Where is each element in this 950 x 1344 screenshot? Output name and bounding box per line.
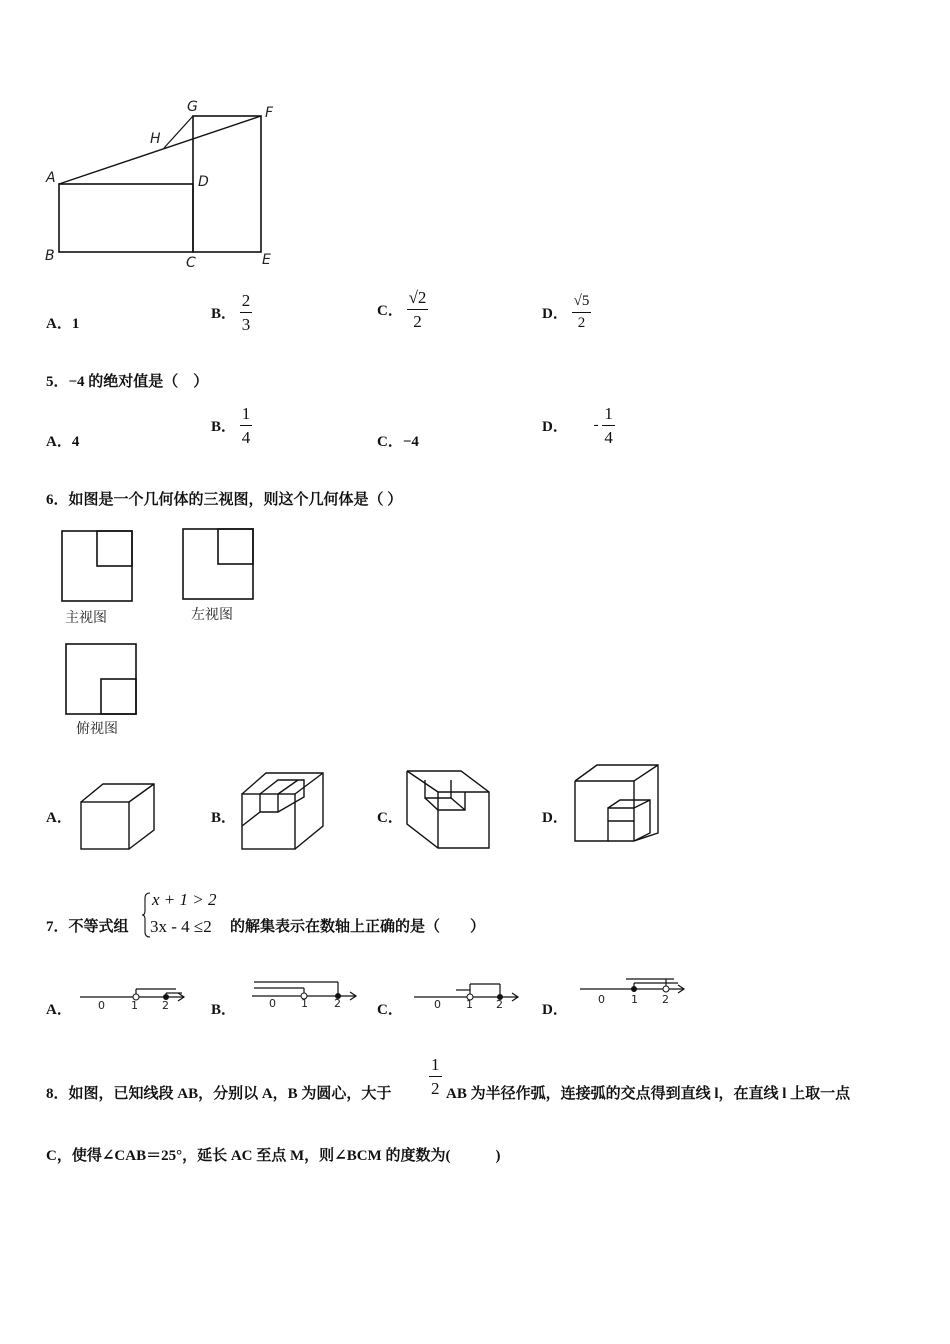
geometry-figure [40,95,290,275]
q4-option-c[interactable]: C． $\frac{√2}{2}$ [377,288,427,331]
q6-option-d[interactable]: D． [542,810,568,826]
front-view-figure [60,530,136,604]
axis-a-tick-0: 0 [98,999,105,1012]
axis-c-tick-1: 1 [466,998,473,1011]
q5-option-d[interactable]: D． - $\frac{1}{4}$ [542,404,613,447]
q8-line-2: C，使得∠CAB＝25°，延长 AC 至点 M，则∠BCM 的度数为( ) [46,1148,501,1164]
left-view-label: 左视图 [191,607,233,623]
q5-option-c[interactable]: C．−4 [377,434,419,450]
q7-prefix: 7．不等式组 [46,919,129,935]
point-label-f: F [265,105,274,121]
option-c-solid[interactable] [403,768,495,852]
q5-option-b[interactable]: B． $\frac{1}{4}$ [211,404,251,447]
q7-suffix: 的解集表示在数轴上正确的是（ ） [230,919,486,935]
q4-option-b[interactable]: B． $\frac{2}{3}$ [211,291,251,334]
left-view-figure [181,528,257,602]
q7-option-d[interactable]: D． [542,1002,568,1018]
top-view-figure [64,643,140,717]
point-label-d: D [198,174,209,190]
q7-system-line-2: 3x - 4 ≤2 [150,917,212,936]
option-b-solid[interactable] [238,770,326,852]
front-view-label: 主视图 [65,610,107,626]
point-label-e: E [262,252,271,268]
q4-option-d[interactable]: D． $\frac{√5}{2}$ [542,293,590,331]
axis-b-tick-0: 0 [269,997,276,1010]
point-label-g: G [187,99,198,115]
rectangle-abcd [59,184,193,252]
axis-c-tick-0: 0 [434,998,441,1011]
q7-system-line-1: x + 1 > 2 [152,890,217,909]
q8-text-b: AB 为半径作弧，连接弧的交点得到直线 l，在直线 l 上取一点 [446,1086,851,1102]
axis-b-tick-1: 1 [301,997,308,1010]
option-a-cube[interactable] [78,782,160,852]
q5-stem: 5．−4 的绝对值是（ ） [46,374,209,390]
axis-a-tick-1: 1 [131,999,138,1012]
option-d-solid[interactable] [572,763,664,845]
q8-fraction: $\frac{1}{2}$ [431,1055,440,1098]
q7-option-b[interactable]: B． [211,1002,237,1018]
q6-option-b[interactable]: B． [211,810,237,826]
point-label-h: H [150,131,161,147]
axis-c-tick-2: 2 [496,998,503,1011]
q8-text-a: 8．如图，已知线段 AB，分别以 A，B 为圆心，大于 [46,1086,392,1102]
top-view-label: 俯视图 [76,721,118,737]
axis-d-tick-0: 0 [598,993,605,1006]
q6-option-c[interactable]: C． [377,810,403,826]
axis-d-tick-2: 2 [662,993,669,1006]
point-label-c: C [186,255,196,271]
axis-d-tick-1: 1 [631,993,638,1006]
q7-option-a[interactable]: A． [46,1002,72,1018]
q5-option-a[interactable]: A．4 [46,434,80,450]
point-label-b: B [45,248,55,264]
q4-option-a[interactable]: A．1 [46,316,80,332]
q6-option-a[interactable]: A． [46,810,72,826]
axis-a-tick-2: 2 [162,999,169,1012]
q7-option-c[interactable]: C． [377,1002,403,1018]
segment-af [59,116,261,184]
axis-b-tick-2: 2 [334,997,341,1010]
point-label-a: A [46,170,56,186]
q6-stem: 6．如图是一个几何体的三视图，则这个几何体是（ ） [46,492,403,508]
